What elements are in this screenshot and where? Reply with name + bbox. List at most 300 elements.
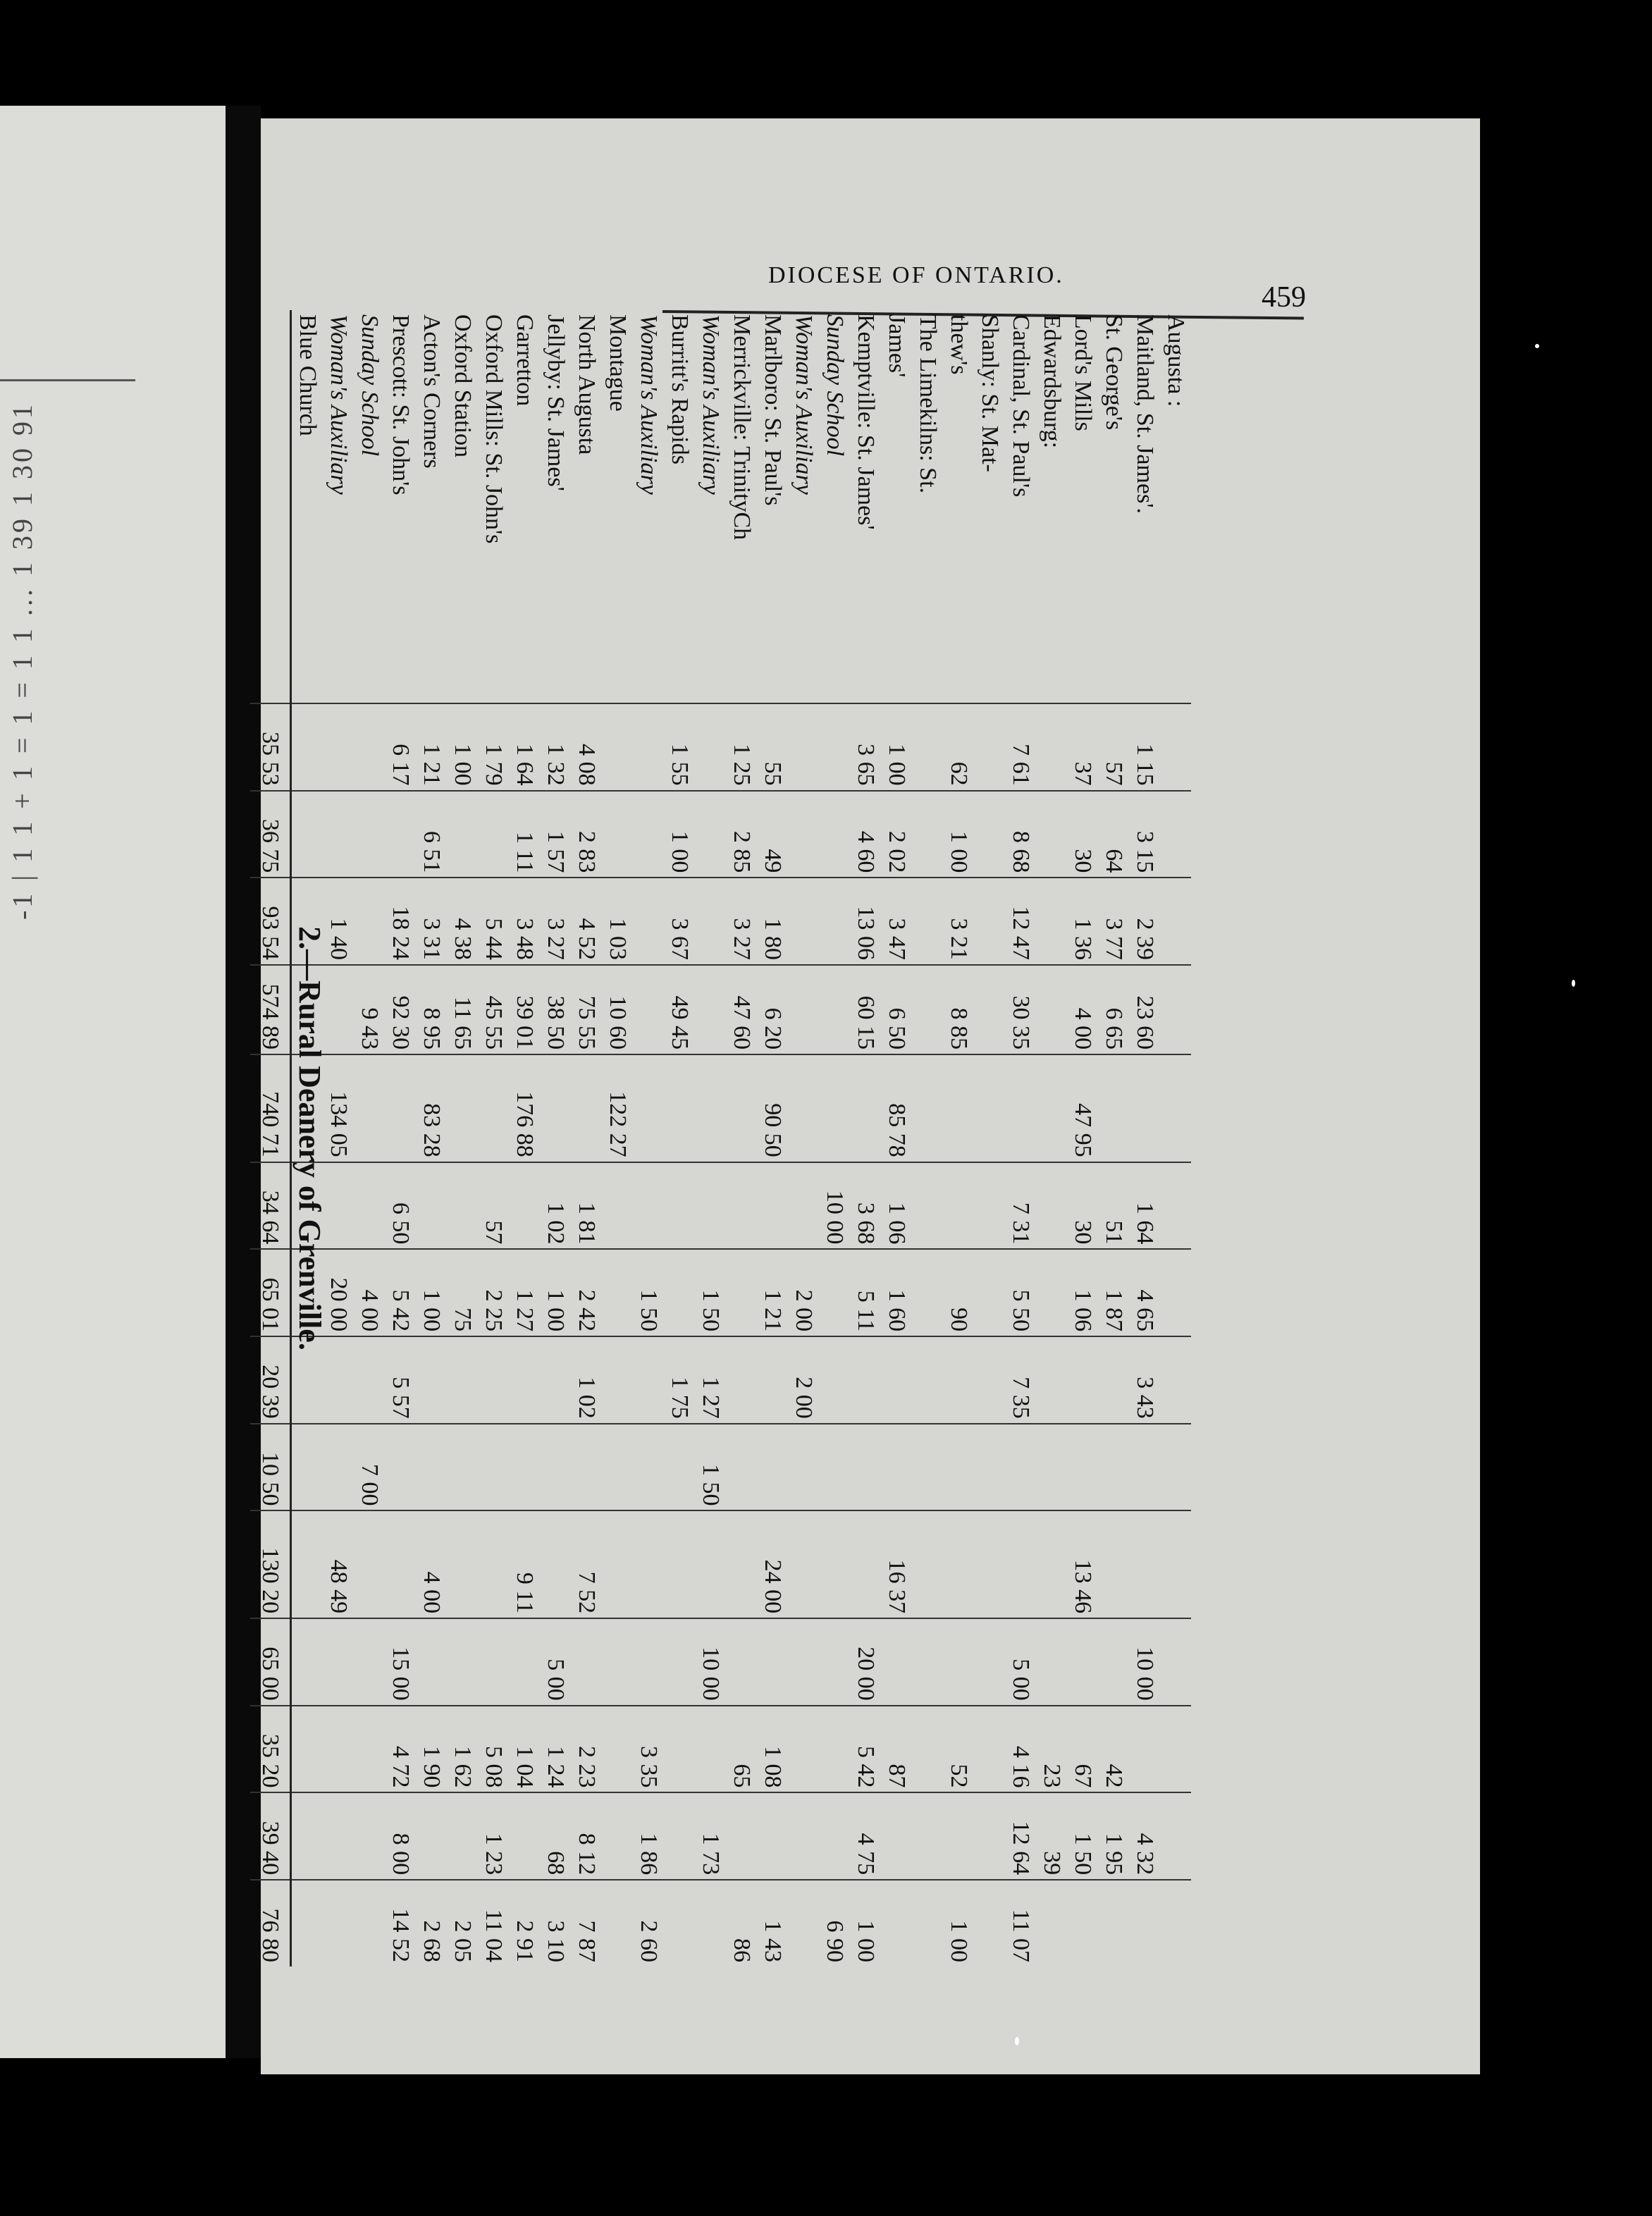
amount-cell [757,1792,788,1880]
amount-cell [819,1054,850,1162]
amount-cell [974,791,1005,878]
amount-cell [974,1249,1005,1336]
amount-cell [912,1336,943,1424]
parish-name: Oxford Station [450,314,476,458]
amount-cell: 2 25 [478,1249,509,1336]
amount-cell [974,703,1005,791]
amount-cell [695,1054,726,1162]
amount-cell [354,1880,385,1966]
amount-cell: 23 [1036,1706,1067,1793]
amount-cell: 16 37 [881,1510,912,1618]
amount-cell [912,878,943,965]
table-row [571,310,602,1966]
amount-cell: 3 48 [509,878,540,965]
amount-cell: 1 00 [447,703,478,791]
amount-cell: 3 21 [943,878,974,965]
parish-name: Cardinal, St. Paul's [1008,314,1034,498]
parish-name: Burritt's Rapids [667,314,693,464]
amount-cell [695,791,726,878]
amount-cell [1098,1618,1129,1706]
amount-cell [1160,1424,1191,1511]
amount-cell [1129,1510,1160,1618]
amount-cell [354,1706,385,1793]
amount-cell [1036,791,1067,878]
amount-cell: 2 00 [788,1336,819,1424]
amount-cell [1005,1054,1036,1162]
amount-cell: 1 02 [540,1162,571,1250]
total-cell: 65 00 [250,1618,291,1706]
parish-name: Marlboro: St. Paul's [760,314,786,506]
amount-cell: 3 43 [1129,1336,1160,1424]
parish-name: Kemptville: St. James' [853,314,879,530]
adjacent-page [0,106,226,2058]
amount-cell [1160,1706,1191,1793]
amount-cell: 3 77 [1098,878,1129,965]
amount-cell [819,965,850,1054]
amount-cell [416,1336,447,1424]
amount-cell [1067,1618,1098,1706]
amount-cell: 52 [943,1706,974,1793]
amount-cell: 10 00 [695,1618,726,1706]
amount-cell: 2 23 [571,1706,602,1793]
amount-cell: 1 86 [633,1792,664,1880]
amount-cell [788,1618,819,1706]
amount-cell [912,1880,943,1966]
amount-cell: 86 [726,1880,757,1966]
amount-cell [881,1880,912,1966]
table-row [664,310,695,1966]
amount-cell [1129,1706,1160,1793]
amount-cell: 2 85 [726,791,757,878]
amount-cell: 5 11 [850,1249,881,1336]
amount-cell [571,1054,602,1162]
amount-cell [1036,878,1067,965]
amount-cell [478,1618,509,1706]
amount-cell: 1 50 [695,1249,726,1336]
amount-cell: 12 47 [1005,878,1036,965]
parish-name: North Augusta [574,314,600,455]
amount-cell [602,703,633,791]
amount-cell: 6 51 [416,791,447,878]
amount-cell [819,878,850,965]
amount-cell [664,1880,695,1966]
amount-cell: 75 [447,1249,478,1336]
amount-cell [974,1424,1005,1511]
amount-cell: 7 00 [354,1424,385,1511]
table-row [819,310,850,1966]
amount-cell [509,1792,540,1880]
amount-cell [1067,1336,1098,1424]
amount-cell [602,1792,633,1880]
amount-cell: 67 [1067,1706,1098,1793]
scan-speck [1535,344,1539,348]
amount-cell: 134 05 [323,1054,354,1162]
parish-name: Sunday School [822,314,848,457]
amount-cell: 7 31 [1005,1162,1036,1250]
amount-cell [726,1618,757,1706]
amount-cell [819,1792,850,1880]
amount-cell: 64 [1098,791,1129,878]
amount-cell [571,1618,602,1706]
amount-cell: 60 15 [850,965,881,1054]
amount-cell [633,878,664,965]
amount-cell [633,1510,664,1618]
amount-cell [943,1054,974,1162]
amount-cell: 5 44 [478,878,509,965]
amount-cell [478,791,509,878]
amount-cell [354,791,385,878]
amount-cell: 2 05 [447,1880,478,1966]
amount-cell [664,1054,695,1162]
parish-name: Prescott: St. John's [388,314,414,495]
amount-cell [602,1510,633,1618]
amount-cell: 1 00 [943,791,974,878]
amount-cell [602,1249,633,1336]
amount-cell [912,1054,943,1162]
amount-cell: 3 65 [850,703,881,791]
amount-cell [788,1510,819,1618]
amount-cell: 1 15 [1129,703,1160,791]
table-row [881,310,912,1966]
amount-cell [726,1336,757,1424]
parish-name: The Limekilns: St. [915,314,941,494]
amount-cell: 5 00 [1005,1618,1036,1706]
amount-cell [354,1510,385,1618]
amount-cell [416,1424,447,1511]
table-row [726,310,757,1966]
table-row [912,310,943,1966]
amount-cell [1160,1618,1191,1706]
amount-cell [1160,1249,1191,1336]
amount-cell: 30 [1067,791,1098,878]
amount-cell: 7 61 [1005,703,1036,791]
totals-row [250,310,291,1966]
table-row [602,310,633,1966]
amount-cell [974,1510,1005,1618]
totals-label [250,310,291,703]
amount-cell [819,1336,850,1424]
amount-cell [416,1792,447,1880]
amount-cell: 3 47 [881,878,912,965]
amount-cell: 37 [1067,703,1098,791]
amount-cell: 92 30 [385,965,416,1054]
amount-cell [1036,1510,1067,1618]
amount-cell [788,1424,819,1511]
amount-cell [354,878,385,965]
amount-cell: 1 40 [323,878,354,965]
amount-cell: 5 00 [540,1618,571,1706]
total-cell: 130 20 [250,1510,291,1618]
amount-cell: 5 42 [850,1706,881,1793]
amount-cell [695,703,726,791]
amount-cell: 1 25 [726,703,757,791]
amount-cell: 1 57 [540,791,571,878]
table-row [385,310,416,1966]
parish-name: Merrickville: TrinityCh [729,314,755,541]
amount-cell [633,1618,664,1706]
amount-cell: 2 02 [881,791,912,878]
amount-cell: 2 39 [1129,878,1160,965]
parish-name: James' [884,314,910,378]
amount-cell: 10 60 [602,965,633,1054]
amount-cell [974,965,1005,1054]
amount-cell [447,1336,478,1424]
amount-cell [664,1424,695,1511]
total-cell: 35 53 [250,703,291,791]
amount-cell: 10 00 [819,1162,850,1250]
amount-cell [1036,1162,1067,1250]
amount-cell [1036,1618,1067,1706]
amount-cell [1160,1510,1191,1618]
amount-cell [447,1792,478,1880]
amount-cell: 1 64 [1129,1162,1160,1250]
amount-cell: 7 35 [1005,1336,1036,1424]
amount-cell: 1 32 [540,703,571,791]
amount-cell: 8 85 [943,965,974,1054]
total-cell: 93 54 [250,878,291,965]
amount-cell: 1 50 [633,1249,664,1336]
amount-cell [1160,791,1191,878]
amount-cell [447,791,478,878]
amount-cell: 20 00 [323,1249,354,1336]
table-row [416,310,447,1966]
amount-cell: 4 72 [385,1706,416,1793]
amount-cell [1098,1424,1129,1511]
amount-cell: 10 00 [1129,1618,1160,1706]
amount-cell: 90 [943,1249,974,1336]
amount-cell [850,1424,881,1511]
amount-cell [757,1336,788,1424]
table-row [447,310,478,1966]
table-row [757,310,788,1966]
amount-cell: 8 95 [416,965,447,1054]
amount-cell [633,1424,664,1511]
amount-cell: 1 60 [881,1249,912,1336]
scan-speck [1572,980,1575,987]
amount-cell [1036,1249,1067,1336]
amount-cell [633,1162,664,1250]
amount-cell [1160,1792,1191,1880]
table-body [250,310,1191,1966]
amount-cell: 12 64 [1005,1792,1036,1880]
amount-cell [695,1510,726,1618]
amount-cell: 1 55 [664,703,695,791]
table-row [788,310,819,1966]
amount-cell: 23 60 [1129,965,1160,1054]
amount-cell [1160,1054,1191,1162]
adjacent-page-text: -1 | 1 1 + 1 = 1 = 1 1 ... 1 39 1 30 91 [6,402,38,921]
amount-cell: 1 03 [602,878,633,965]
amount-cell: 1 90 [416,1706,447,1793]
amount-cell [478,1336,509,1424]
amount-cell [819,1510,850,1618]
amount-cell [447,1162,478,1250]
table-row [540,310,571,1966]
total-cell: 20 39 [250,1336,291,1424]
amount-cell [943,1336,974,1424]
amount-cell: 1 23 [478,1792,509,1880]
parish-name: Lord's Mills [1070,314,1096,431]
amount-cell [757,1424,788,1511]
amount-cell: 4 75 [850,1792,881,1880]
table-row [943,310,974,1966]
parish-name: Blue Church [295,314,321,436]
amount-cell [974,1336,1005,1424]
amount-cell [819,1706,850,1793]
amount-cell [602,1336,633,1424]
amount-cell: 1 00 [416,1249,447,1336]
amount-cell: 4 00 [1067,965,1098,1054]
amount-cell: 1 00 [943,1880,974,1966]
amount-cell: 4 00 [416,1510,447,1618]
amount-cell [943,1792,974,1880]
total-cell: 65 01 [250,1249,291,1336]
amount-cell: 1 87 [1098,1249,1129,1336]
parish-name: Oxford Mills: St. John's [481,314,507,544]
amount-cell: 11 04 [478,1880,509,1966]
amount-cell [354,1054,385,1162]
amount-cell: 90 50 [757,1054,788,1162]
deanery-table [250,310,1191,1966]
table-row [695,310,726,1966]
amount-cell: 85 78 [881,1054,912,1162]
amount-cell [912,1510,943,1618]
amount-cell [788,791,819,878]
amount-cell: 1 00 [881,703,912,791]
amount-cell: 1 08 [757,1706,788,1793]
amount-cell [788,965,819,1054]
amount-cell: 4 32 [1129,1792,1160,1880]
amount-cell: 1 75 [664,1336,695,1424]
amount-cell: 2 00 [788,1249,819,1336]
amount-cell: 1 27 [509,1249,540,1336]
amount-cell: 1 50 [1067,1792,1098,1880]
amount-cell: 30 [1067,1162,1098,1250]
amount-cell [1036,1880,1067,1966]
total-cell: 36 75 [250,791,291,878]
amount-cell: 11 07 [1005,1880,1036,1966]
amount-cell [633,965,664,1054]
page-number: 459 [1262,281,1306,314]
amount-cell: 4 00 [354,1249,385,1336]
amount-cell [447,1618,478,1706]
amount-cell [571,1424,602,1511]
table-row [1098,310,1129,1966]
amount-cell [850,1510,881,1618]
amount-cell: 1 21 [757,1249,788,1336]
amount-cell [633,703,664,791]
amount-cell [509,1162,540,1250]
scan-speck [1015,2037,1019,2045]
amount-cell: 6 20 [757,965,788,1054]
amount-cell: 1 50 [695,1424,726,1511]
amount-cell [943,1424,974,1511]
amount-cell [1160,965,1191,1054]
amount-cell [385,1424,416,1511]
amount-cell: 1 81 [571,1162,602,1250]
amount-cell [881,1424,912,1511]
amount-cell: 39 [1036,1792,1067,1880]
amount-cell [1098,1510,1129,1618]
amount-cell: 65 [726,1706,757,1793]
parish-name: Woman's Auxiliary [636,314,662,495]
amount-cell [1036,1054,1067,1162]
amount-cell [1129,1424,1160,1511]
total-cell: 574 89 [250,965,291,1054]
amount-cell: 15 00 [385,1618,416,1706]
table-row [354,310,385,1966]
amount-cell: 6 50 [385,1162,416,1250]
amount-cell [695,1162,726,1250]
amount-cell: 4 08 [571,703,602,791]
amount-cell: 1 00 [850,1880,881,1966]
amount-cell [912,1792,943,1880]
section-heading: 2.—Rural Deanery of Grenville. [292,926,327,1350]
amount-cell [788,1792,819,1880]
amount-cell [819,1424,850,1511]
amount-cell: 7 87 [571,1880,602,1966]
amount-cell: 3 10 [540,1880,571,1966]
amount-cell [447,1424,478,1511]
total-cell: 740 71 [250,1054,291,1162]
amount-cell [1005,1424,1036,1511]
amount-cell [1036,1424,1067,1511]
amount-cell: 1 00 [540,1249,571,1336]
amount-cell [602,791,633,878]
parish-name: Augusta : [1163,314,1189,407]
amount-cell: 1 80 [757,878,788,965]
table-row [633,310,664,1966]
amount-cell [943,1618,974,1706]
amount-cell [602,1618,633,1706]
amount-cell: 4 60 [850,791,881,878]
amount-cell [385,1510,416,1618]
total-cell: 34 64 [250,1162,291,1250]
amount-cell [602,1424,633,1511]
amount-cell [943,1162,974,1250]
amount-cell [416,1618,447,1706]
amount-cell [788,1880,819,1966]
amount-cell: 7 52 [571,1510,602,1618]
amount-cell [1036,965,1067,1054]
parish-name: Sunday School [357,314,383,457]
amount-cell [819,703,850,791]
parish-name: Montague [605,314,631,412]
amount-cell [974,1054,1005,1162]
rotated-table-block [257,310,1191,1966]
amount-cell: 49 45 [664,965,695,1054]
total-cell: 76 80 [250,1880,291,1966]
amount-cell: 1 06 [881,1162,912,1250]
amount-cell [664,1618,695,1706]
amount-cell [354,703,385,791]
amount-cell [912,965,943,1054]
amount-cell [602,1880,633,1966]
amount-cell: 1 04 [509,1706,540,1793]
amount-cell [1098,1880,1129,1966]
amount-cell [1036,1336,1067,1424]
parish-name: Jellyby: St. James' [543,314,569,491]
amount-cell: 3 35 [633,1706,664,1793]
table-row [509,310,540,1966]
amount-cell: 55 [757,703,788,791]
amount-cell [478,1054,509,1162]
amount-cell: 1 73 [695,1792,726,1880]
amount-cell: 45 55 [478,965,509,1054]
amount-cell [974,1706,1005,1793]
amount-cell: 48 49 [323,1510,354,1618]
table-row [850,310,881,1966]
